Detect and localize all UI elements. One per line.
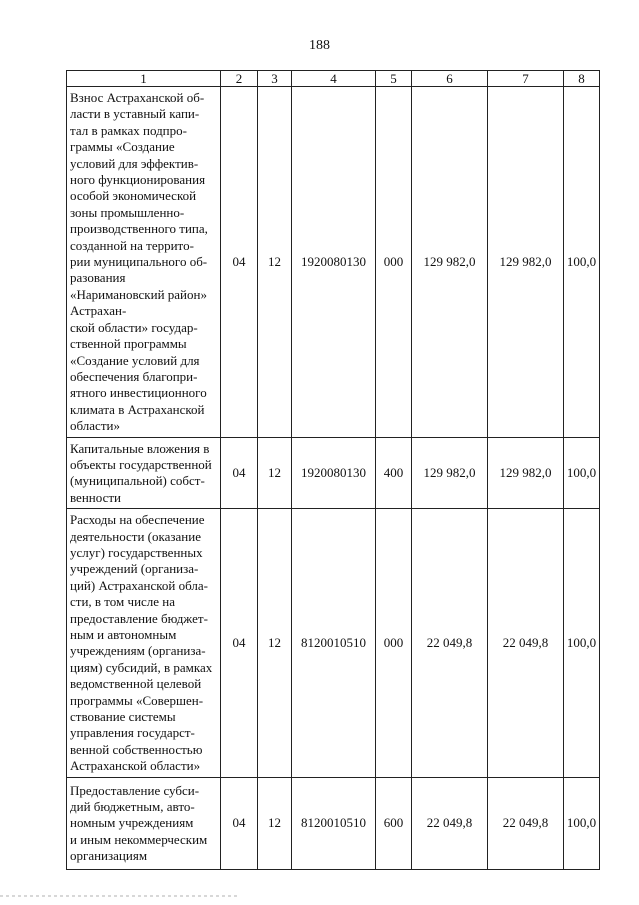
scan-edge-artifact [0, 895, 240, 897]
column-header: 1 [67, 71, 221, 87]
row-description: Капитальные вложения в объекты государственной (муниципальной) собст- венности [67, 437, 221, 509]
expense-type-code: 000 [376, 87, 412, 438]
column-header: 8 [564, 71, 600, 87]
target-article-code: 1920080130 [292, 87, 376, 438]
column-header: 7 [488, 71, 564, 87]
execution-percent: 100,0 [564, 437, 600, 509]
execution-percent: 100,0 [564, 87, 600, 438]
executed-amount: 22 049,8 [488, 509, 564, 778]
column-header: 2 [221, 71, 258, 87]
target-article-code: 8120010510 [292, 509, 376, 778]
expense-type-code: 600 [376, 777, 412, 869]
subsection-code: 12 [258, 87, 292, 438]
subsection-code: 12 [258, 777, 292, 869]
executed-amount: 129 982,0 [488, 87, 564, 438]
expense-type-code: 000 [376, 509, 412, 778]
planned-amount: 129 982,0 [412, 437, 488, 509]
column-header: 3 [258, 71, 292, 87]
table-row [67, 777, 600, 869]
executed-amount: 22 049,8 [488, 777, 564, 869]
subsection-code: 12 [258, 437, 292, 509]
planned-amount: 22 049,8 [412, 777, 488, 869]
section-code: 04 [221, 87, 258, 438]
column-header: 5 [376, 71, 412, 87]
expense-type-code: 400 [376, 437, 412, 509]
execution-percent: 100,0 [564, 777, 600, 869]
row-description: Расходы на обеспечение деятельности (оказание услуг) государственных учреждений (организа- ций) Астраханской обла- сти, в том числе на предоставление бюджет- ным и автономным учреждениям (организа- циям) субсидий, в рамках ведомственной целевой программы «Совершен- ствование системы управления государст- венной собственностью Астраханской области» [67, 509, 221, 778]
target-article-code: 1920080130 [292, 437, 376, 509]
target-article-code: 8120010510 [292, 777, 376, 869]
section-code: 04 [221, 437, 258, 509]
execution-percent: 100,0 [564, 509, 600, 778]
section-code: 04 [221, 777, 258, 869]
row-description: Предоставление субси- дий бюджетным, авто- номным учреждениям и иным некоммерческим организациям [67, 777, 221, 869]
table-header-row [67, 71, 600, 87]
table-row [67, 509, 600, 778]
planned-amount: 129 982,0 [412, 87, 488, 438]
budget-table [66, 70, 600, 870]
column-header: 4 [292, 71, 376, 87]
subsection-code: 12 [258, 509, 292, 778]
row-description: Взнос Астраханской об- ласти в уставный капи- тал в рамках подпро- граммы «Создание условий для эффектив- ного функционирования особой экономической зоны промышленно- производственного типа, созданной на террито- рии муниципального об- разования «Наримановский район» Астрахан- ской области» государ- ственной программы «Создание условий для обеспечения благопри- ятного инвестиционного климата в Астраханской области» [67, 87, 221, 438]
column-header: 6 [412, 71, 488, 87]
table-row [67, 437, 600, 509]
planned-amount: 22 049,8 [412, 509, 488, 778]
page-number: 188 [309, 38, 330, 53]
table-row [67, 87, 600, 438]
section-code: 04 [221, 509, 258, 778]
executed-amount: 129 982,0 [488, 437, 564, 509]
